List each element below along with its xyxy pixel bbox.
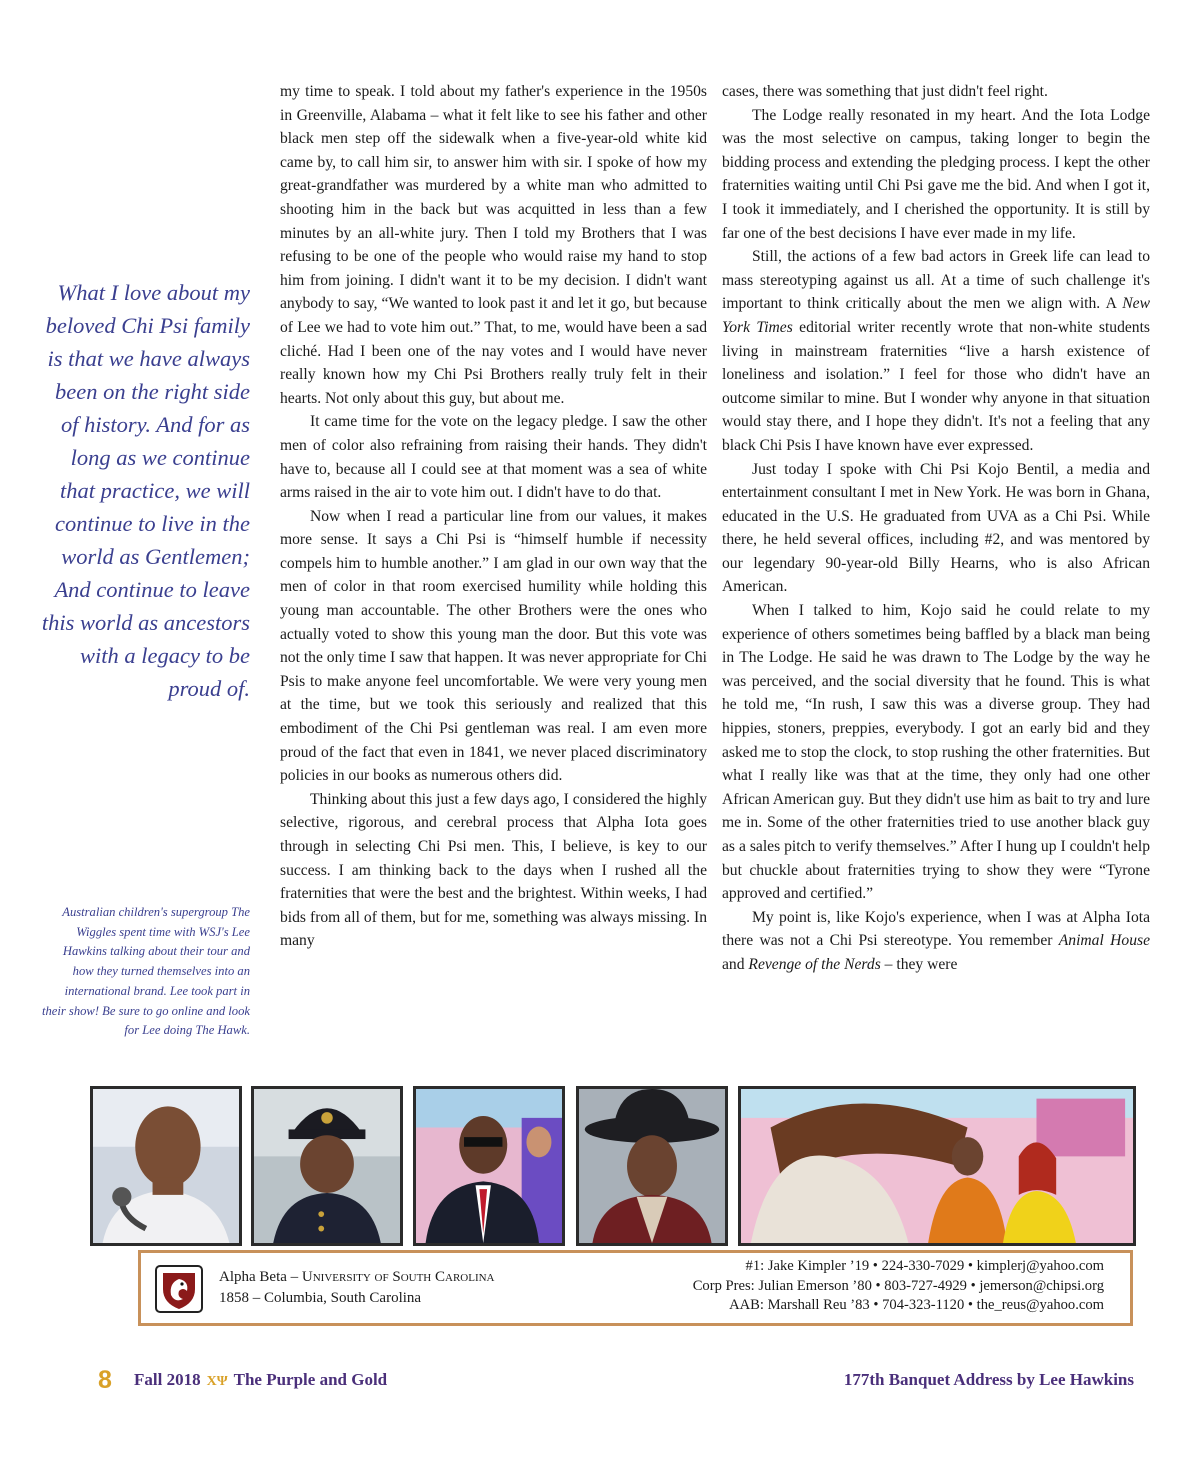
chapter-name: [219, 1267, 495, 1287]
chapter-title: Alpha Beta: [219, 1269, 287, 1285]
page-footer: [0, 1368, 1200, 1398]
chi-psi-separator-icon: ΧΨ: [206, 1374, 228, 1389]
contact-line: AAB: Marshall Reu ’83 • 704-323-1120 • the_reus@yahoo.com: [729, 1297, 1104, 1313]
contact-line: Corp Pres: Julian Emerson ’80 • 803-727-4929 • jemerson@chipsi.org: [692, 1277, 1104, 1294]
article-paragraph: Just today I spoke with Chi Psi Kojo Bentil, a media and entertainment consultant I met in New York. He was born in Ghana, educated in the U.S. He graduated from UVA as a Chi Psi. While there, he held several offices, including #2, and was mentored by our legendary 90-year-old Billy Hearns, who is also African American.: [722, 460, 1150, 596]
article-paragraph: The Lodge really resonated in my heart. And the Iota Lodge was the most selective on campus, taking longer to begin the bidding process and extending the pledging process. I kept the other fraternities waiting until Chi Psi gave me the bid. And when I got it, I took it immediately, and I cherished the opportunity. It is still by far one of the best decisions I have ever made in my life.: [722, 106, 1150, 242]
publication-title: The Purple and Gold: [233, 1370, 388, 1389]
footer-article-title: 177th Banquet Address by Lee Hawkins: [843, 1370, 1134, 1389]
article-paragraph: [722, 245, 1150, 457]
publication-name: New York Times: [722, 295, 1150, 336]
paragraph-text: and: [722, 955, 749, 973]
paragraph-text: – they were: [880, 955, 958, 973]
photo-2: [251, 1086, 403, 1246]
paragraph-text: Still, the actions of a few bad actors in Greek life can lead to mass stereotyping against us all. At a time of such challenge it's important to think critically about the men we align with. A: [722, 248, 1150, 313]
university-name: University of South Carolina: [301, 1269, 495, 1285]
photo-caption: Australian children's supergroup The Wiggles spent time with WSJ's Lee Hawkins talking about their tour and how they turned themselves into an international brand. Lee took part in their show! Be sure to go online and look for Lee doing The Hawk.: [41, 905, 250, 1038]
article-paragraph: [722, 906, 1150, 977]
paragraph-text: My point is, like Kojo's experience, when I was at Alpha Iota there was not a Chi Psi stereotype. You remember: [722, 908, 1150, 950]
photo-1: [90, 1086, 242, 1246]
article-paragraph: It came time for the vote on the legacy pledge. I saw the other men of color also refraining from raising their hands. They didn't have to, because all I could see at that moment was a sea of white arms raised in the air to vote him out. I didn't have to do that.: [280, 413, 707, 502]
chapter-dash: –: [286, 1269, 302, 1285]
article-paragraph: Now when I read a particular line from our values, it makes more sense. It says a Chi Psi is “himself humble if necessity compels him to humble another.” I am glad in our own way that the men of color in that room exercised humility while holding this young man accountable. The other Brothers were the ones who actually voted to show this young man the door. But this vote was not the only time I saw that happen. It was never appropriate for Chi Psis to make anyone feel uncomfortable. We were very young men at the time, but we took this seriously and realized that this embodiment of the Chi Psi gentleman was real. I am even more proud of the fact that even in 1841, we never placed discriminatory policies in our books as numerous others did.: [280, 507, 707, 785]
gamecock-logo-icon: [155, 1265, 203, 1313]
chapter-contacts: [693, 1257, 1104, 1316]
contact-line: #1: Jake Kimpler ’19 • 224-330-7029 • kimplerj@yahoo.com: [745, 1258, 1104, 1274]
article-paragraph: my time to speak. I told about my father's experience in the 1950s in Greenville, Alabama – what it felt like to see his father and other black men step off the sidewalk when a five-year-old white kid came by, to call him sir, to answer him with sir. I spoke of how my great-grandfather was murdered by a white man who admitted to shooting him in the back but was acquitted in less than a few minutes by an all-white jury. Then I told my Brothers that I was refusing to be one of the people who would raise my hand to stop him from joining. I didn't want it to be my decision. I didn't want anybody to say, “We wanted to look past it and let it go, but because of Lee we had to vote him out.” That, to me, would have been a sad cliché. Had I been one of the nay votes and I would have never really known how my Chi Psi Brothers really truly felt in their hearts. Not only about this guy, but about me.: [280, 83, 707, 407]
article-paragraph: Thinking about this just a few days ago, I considered the highly selective, rigorous, and cerebral process that Alpha Iota goes through in selecting Chi Psi men. This, I believe, is key to our success. I am thinking back to the days when I rushed all the fraternities that were the best and the brightest. Within weeks, I had bids from all of them, but for me, something was always missing. In many: [280, 790, 707, 950]
chapter-info-box: [138, 1250, 1133, 1326]
photo-3: [413, 1086, 565, 1246]
film-title: Revenge of the Nerds: [748, 955, 881, 973]
film-title: Animal House: [1058, 932, 1150, 950]
article-column-right: [722, 80, 1150, 1075]
pull-quote: What I love about my beloved Chi Psi family is that we have always been on the right side of history. And for as long as we continue that practice, we will continue to live in the world as Gentlemen; And continue to leave this world as ancestors with a legacy to be proud of.: [41, 280, 250, 701]
photo-strip: [0, 1086, 1200, 1246]
paragraph-text: editorial writer recently wrote that non-white students living in mainstream fraternities “live a harsh existence of loneliness and isolation.” I feel for those who didn't have an outcome similar to mine. But I wonder why anyone in that situation would stay there, and I hope they didn't. It's not a feeling that any black Chi Psis I have known have ever expressed.: [722, 318, 1150, 454]
footer-issue: [134, 1370, 387, 1390]
article-paragraph: cases, there was something that just didn't feel right.: [722, 83, 1048, 100]
page-number: 8: [98, 1366, 112, 1394]
chapter-founded: 1858 – Columbia, South Carolina: [219, 1290, 422, 1306]
photo-4: [576, 1086, 728, 1246]
photo-5: [738, 1086, 1136, 1246]
issue-date: Fall 2018: [134, 1370, 201, 1389]
article-column-left: [280, 80, 707, 1075]
article-paragraph: When I talked to him, Kojo said he could relate to my experience of others sometimes being baffled by a black man being in The Lodge. He said he was drawn to The Lodge by the way he was perceived, and the social diversity that he found. This is what he told me, “In rush, I saw this was a diverse group. They had hippies, stoners, preppies, everybody. I got an early bid and they asked me to stop the clock, to stop rushing the other fraternities. But what I really like was that at the time, they only had one other African American guy. But they didn't use him as bait to try and lure me in. Some of the other fraternities tried to use another black guy as a sales pitch to verify themselves.” After I hung up I couldn't help but chuckle about fraternities trying to show they were “Tyrone approved and certified.”: [722, 602, 1150, 903]
